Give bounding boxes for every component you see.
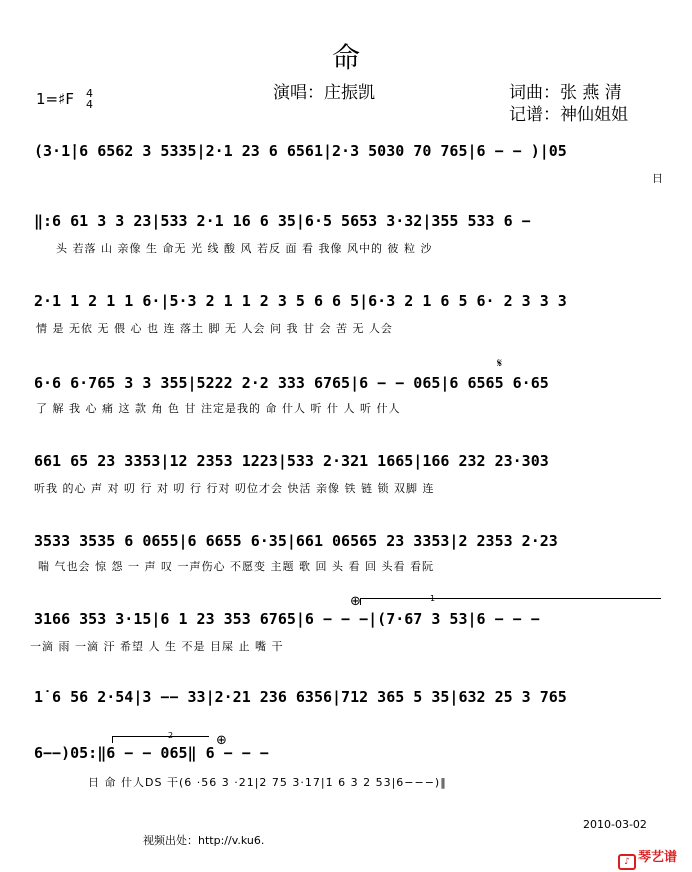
- score-line-2: ‖:6 61 3 3 23|533 2·1 16 6 35|6·5 5653 3·32|355 533 6 −: [34, 212, 531, 230]
- volta-number-1: 1: [430, 594, 436, 603]
- coda-icon: ⊕: [350, 594, 361, 609]
- lyrics-line-4: 了 解 我 心 痛 这 款 角 色 甘 注定是我的 命 什人 听 什 人 听 什人: [36, 402, 401, 415]
- singer-credit: 演唱：庄振凯: [273, 83, 375, 103]
- lyrics-line-2: 头 若落 山 亲像 生 命无 光 线 酸 风 若反 面 看 我像 风中的 彼 粒 沙: [56, 242, 433, 255]
- logo-text: 琴艺谱: [638, 850, 678, 865]
- meter-top: 4: [86, 87, 93, 100]
- score-line-6: 3533 3535 6 0655|6 6655 6·35|661 06565 23 3353|2 2353 2·23: [34, 532, 558, 550]
- segno-icon: 𝄋: [497, 356, 503, 370]
- site-logo: [618, 846, 677, 870]
- volta-bracket-1: [360, 598, 661, 605]
- lyrics-line-5: 听我 的心 声 对 叨 行 对 叨 行 行对 叨位才会 快活 亲像 铁 链 锁 双脚 连: [34, 482, 435, 495]
- lyrics-line-7: 一滴 雨 一滴 汗 希望 人 生 不是 目屎 止 嘴 干: [30, 640, 284, 653]
- lyricist-credit: 词曲：张 燕 清: [509, 83, 622, 103]
- transcriber-credit: 记谱：神仙姐姐: [509, 105, 628, 125]
- volta-number-2: 2: [168, 731, 174, 740]
- score-line-4: 6·6 6·765 3 3 355|5222 2·2 333 6765|6 − − 065|6 6565 6·65: [34, 374, 549, 392]
- score-line-3: 2·1 1 2 1 1 6·|5·3 2 1 1 2 3 5 6 6 5|6·3 2 1 6 5 6· 2 3 3 3: [34, 292, 567, 310]
- lyrics-line-1: 日: [652, 172, 664, 185]
- video-source: 视频出处：http://v.ku6.: [143, 834, 265, 847]
- song-title: 命: [331, 41, 360, 74]
- score-line-5: 661 65 23 3353|12 2353 1223|533 2·321 1665|166 232 23·303: [34, 452, 549, 470]
- score-line-7: 3166 353 3·15|6 1 23 353 6765|6 − − −|(7·67 3 53|6 − − −: [34, 610, 540, 628]
- meter-bottom: 4: [86, 98, 93, 111]
- lyrics-line-3: 情 是 无依 无 偎 心 也 连 落土 脚 无 人会 问 我 甘 会 苦 无 人会: [36, 322, 393, 335]
- score-line-8: 1̇ 6 56 2·54|3 −− 33|2·21 236 6356|712 365 5 35|632 25 3 765: [34, 688, 567, 706]
- time-signature: [86, 88, 93, 110]
- score-line-9: 6−−)05:‖6 − − 065‖ 6 − − −: [34, 744, 269, 762]
- lyrics-line-9: 日 命 什人DS 干(6 ·56 3 ·21|2 75 3·17|1̇ 6 3 2 53|6−−−)‖: [88, 776, 447, 789]
- date-stamp: 2010-03-02: [583, 818, 647, 831]
- lyrics-line-6: 喘 气也会 惊 怨 一 声 叹 一声伤心 不愿变 主题 歌 回 头 看 回 头看 看阮: [38, 560, 434, 573]
- volta-bracket-2: [112, 736, 209, 743]
- logo-icon: ♪: [618, 854, 636, 870]
- key-signature: 1=♯F: [36, 90, 74, 108]
- score-line-1: (3·1̇|6 6562 3 5335|2·1 23 6 6561|2·3 5030 70 765|6 − − )|05: [34, 142, 567, 160]
- coda-icon-2: ⊕: [216, 733, 227, 748]
